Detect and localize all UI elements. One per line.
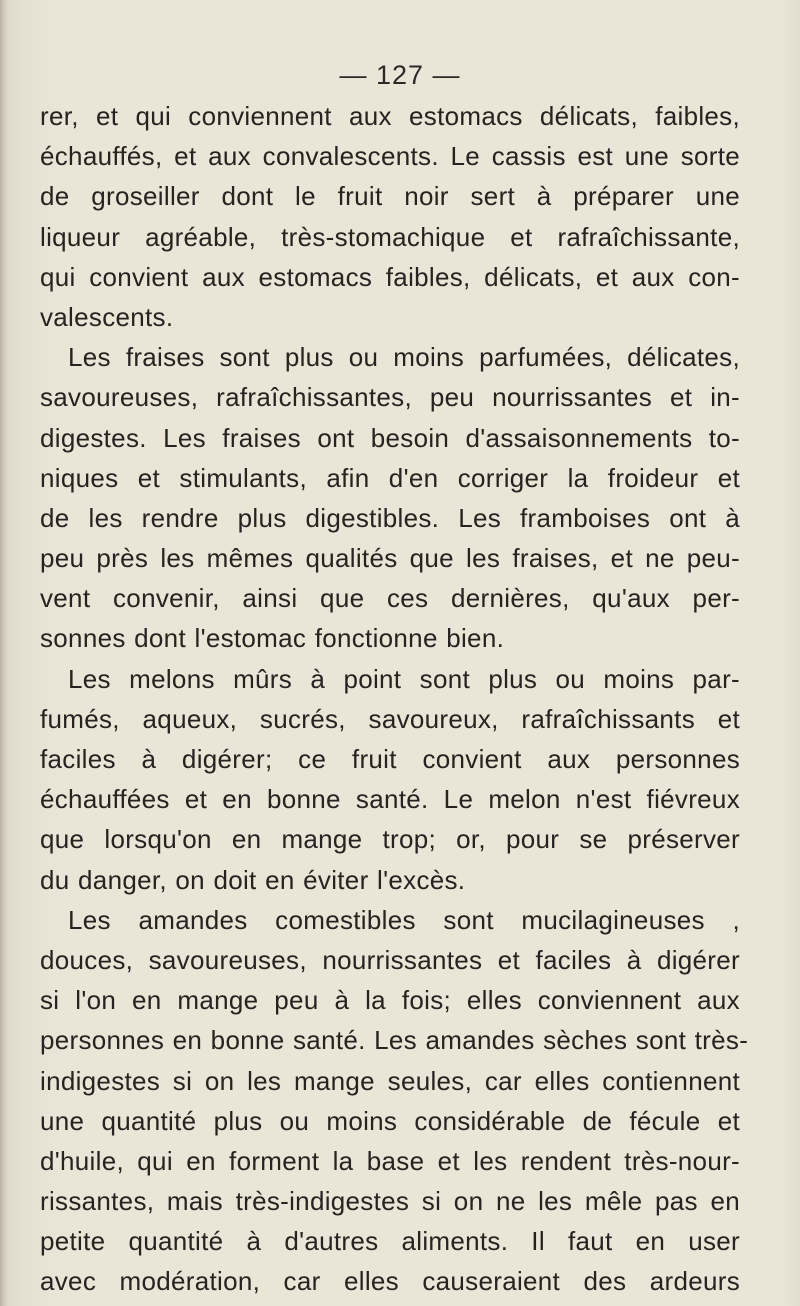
text-line: personnes en bonne santé. Les amandes sèches sont très- <box>40 1025 749 1056</box>
body-text <box>40 96 749 1302</box>
text-line: douces, savoureuses, nourrissantes et faciles à digérer <box>40 944 740 975</box>
text-line: digestes. Les fraises ont besoin d'assaisonnements to- <box>40 422 740 453</box>
text-line: une quantité plus ou moins considérable de fécule et <box>40 1105 740 1136</box>
text-line: savoureuses, rafraîchissantes, peu nourrissantes et in- <box>40 382 740 413</box>
text-line: fumés, aqueux, sucrés, savoureux, rafraîchissants et <box>40 703 740 734</box>
text-line: du danger, on doit en éviter l'excès. <box>40 864 466 895</box>
text-line: indigestes si on les mange seules, car elles contiennent <box>40 1065 740 1096</box>
text-line: vent convenir, ainsi que ces dernières, qu'aux per- <box>40 583 740 614</box>
text-line: rissantes, mais très-indigestes si on ne les mêle pas en <box>40 1186 740 1217</box>
text-line: échauffées et en bonne santé. Le melon n'est fiévreux <box>40 784 740 815</box>
text-line: d'huile, qui en forment la base et les rendent très-nour- <box>40 1145 740 1176</box>
text-line: faciles à digérer; ce fruit convient aux personnes <box>40 744 740 774</box>
text-line: qui convient aux estomacs faibles, délicats, et aux con- <box>40 261 740 292</box>
text-line: avec modération, car elles causeraient des ardeurs <box>40 1266 740 1297</box>
text-line: Les fraises sont plus ou moins parfumées, délicates, <box>68 342 740 373</box>
text-line: de groseiller dont le fruit noir sert à préparer une <box>40 181 740 212</box>
page-number: — 127 — <box>339 60 461 90</box>
text-line: peu près les mêmes qualités que les fraises, et ne peu- <box>40 543 740 574</box>
text-line: Les melons mûrs à point sont plus ou moins par- <box>68 663 740 694</box>
text-line: Les amandes comestibles sont mucilagineuses , <box>68 904 740 935</box>
text-line: petite quantité à d'autres aliments. Il faut en user <box>40 1226 740 1257</box>
text-line: si l'on en mange peu à la fois; elles conviennent aux <box>40 985 740 1016</box>
text-line: rer, et qui conviennent aux estomacs délicats, faibles, <box>40 101 740 131</box>
text-line: liqueur agréable, très-stomachique et rafraîchissante, <box>40 221 740 252</box>
text-line: de les rendre plus digestibles. Les framboises ont à <box>40 502 740 533</box>
text-line: valescents. <box>40 301 174 332</box>
text-line: échauffés, et aux convalescents. Le cassis est une sorte <box>40 141 740 172</box>
text-line: sonnes dont l'estomac fonctionne bien. <box>40 623 505 654</box>
text-line: niques et stimulants, afin d'en corriger la froideur et <box>40 462 740 493</box>
text-line: que lorsqu'on en mange trop; or, pour se préserver <box>40 824 740 855</box>
page-binding-edge <box>0 0 8 1306</box>
